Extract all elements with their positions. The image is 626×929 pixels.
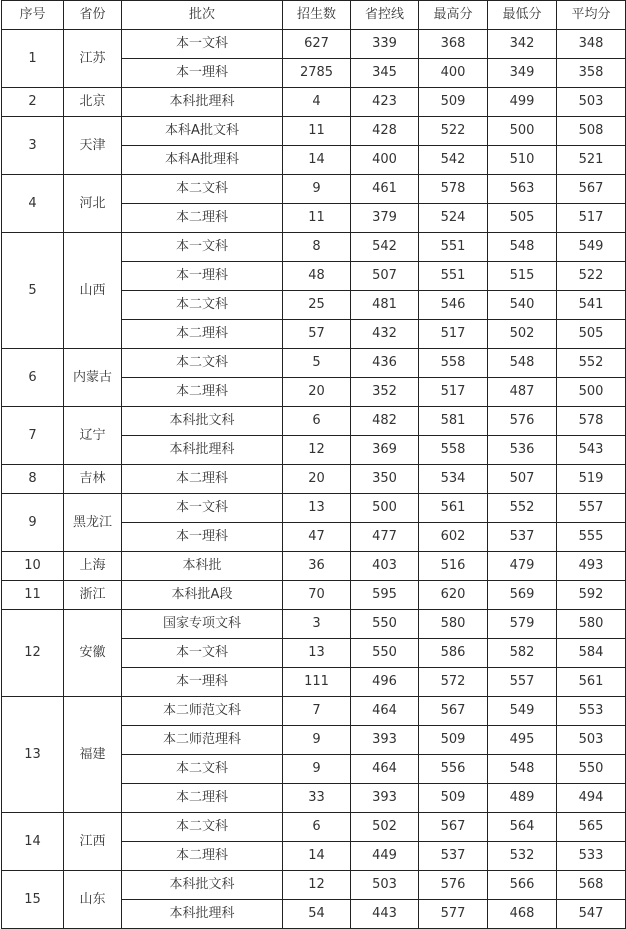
control-line-cell: 464 — [351, 697, 419, 726]
min-score-cell: 489 — [488, 784, 557, 813]
avg-score-cell: 508 — [557, 117, 626, 146]
batch-cell: 本二文科 — [122, 291, 283, 320]
batch-cell: 本二师范文科 — [122, 697, 283, 726]
min-score-cell: 500 — [488, 117, 557, 146]
control-line-cell: 481 — [351, 291, 419, 320]
max-score-cell: 368 — [419, 30, 488, 59]
avg-score-cell: 547 — [557, 900, 626, 929]
avg-score-cell: 521 — [557, 146, 626, 175]
avg-score-cell: 567 — [557, 175, 626, 204]
avg-score-cell: 565 — [557, 813, 626, 842]
enrollment-cell: 33 — [283, 784, 351, 813]
max-score-cell: 537 — [419, 842, 488, 871]
batch-cell: 本一理科 — [122, 59, 283, 88]
enrollment-cell: 9 — [283, 755, 351, 784]
table-row — [2, 552, 626, 581]
min-score-cell: 582 — [488, 639, 557, 668]
enrollment-cell: 48 — [283, 262, 351, 291]
min-score-cell: 510 — [488, 146, 557, 175]
avg-score-cell: 549 — [557, 233, 626, 262]
batch-cell: 本二理科 — [122, 320, 283, 349]
min-score-cell: 507 — [488, 465, 557, 494]
province-cell: 浙江 — [64, 581, 122, 610]
min-score-cell: 540 — [488, 291, 557, 320]
table-row — [2, 30, 626, 59]
control-line-cell: 400 — [351, 146, 419, 175]
control-line-cell: 350 — [351, 465, 419, 494]
max-score-cell: 534 — [419, 465, 488, 494]
batch-cell: 本二理科 — [122, 465, 283, 494]
max-score-cell: 517 — [419, 320, 488, 349]
avg-score-cell: 543 — [557, 436, 626, 465]
avg-score-cell: 517 — [557, 204, 626, 233]
enrollment-cell: 13 — [283, 639, 351, 668]
max-score-cell: 558 — [419, 349, 488, 378]
avg-score-cell: 568 — [557, 871, 626, 900]
admission-scores-table — [1, 0, 626, 929]
control-line-cell: 477 — [351, 523, 419, 552]
province-cell: 山西 — [64, 233, 122, 349]
enrollment-cell: 13 — [283, 494, 351, 523]
province-cell: 吉林 — [64, 465, 122, 494]
enrollment-cell: 11 — [283, 117, 351, 146]
max-score-cell: 524 — [419, 204, 488, 233]
control-line-cell: 428 — [351, 117, 419, 146]
min-score-cell: 479 — [488, 552, 557, 581]
min-score-cell: 548 — [488, 233, 557, 262]
enrollment-cell: 20 — [283, 378, 351, 407]
max-score-cell: 542 — [419, 146, 488, 175]
max-score-cell: 509 — [419, 726, 488, 755]
max-score-cell: 620 — [419, 581, 488, 610]
enrollment-cell: 25 — [283, 291, 351, 320]
batch-cell: 本一文科 — [122, 233, 283, 262]
table-row — [2, 88, 626, 117]
avg-score-cell: 584 — [557, 639, 626, 668]
province-cell: 天津 — [64, 117, 122, 175]
table-row — [2, 407, 626, 436]
control-line-cell: 403 — [351, 552, 419, 581]
enrollment-cell: 5 — [283, 349, 351, 378]
index-cell: 12 — [2, 610, 64, 697]
control-line-cell: 550 — [351, 610, 419, 639]
avg-score-cell: 494 — [557, 784, 626, 813]
max-score-cell: 546 — [419, 291, 488, 320]
enrollment-cell: 9 — [283, 726, 351, 755]
control-line-cell: 461 — [351, 175, 419, 204]
province-cell: 福建 — [64, 697, 122, 813]
min-score-cell: 548 — [488, 349, 557, 378]
table-row — [2, 117, 626, 146]
max-score-cell: 509 — [419, 784, 488, 813]
enrollment-cell: 12 — [283, 436, 351, 465]
enrollment-cell: 12 — [283, 871, 351, 900]
index-cell: 13 — [2, 697, 64, 813]
avg-score-cell: 522 — [557, 262, 626, 291]
enrollment-cell: 6 — [283, 813, 351, 842]
min-score-cell: 502 — [488, 320, 557, 349]
index-cell: 15 — [2, 871, 64, 929]
header-cell-min-score: 最低分 — [488, 1, 557, 30]
control-line-cell: 482 — [351, 407, 419, 436]
batch-cell: 本科批文科 — [122, 407, 283, 436]
enrollment-cell: 7 — [283, 697, 351, 726]
index-cell: 4 — [2, 175, 64, 233]
header-cell-control-line: 省控线 — [351, 1, 419, 30]
avg-score-cell: 553 — [557, 697, 626, 726]
max-score-cell: 517 — [419, 378, 488, 407]
min-score-cell: 349 — [488, 59, 557, 88]
table-row — [2, 610, 626, 639]
header-cell-avg-score: 平均分 — [557, 1, 626, 30]
max-score-cell: 581 — [419, 407, 488, 436]
index-cell: 11 — [2, 581, 64, 610]
index-cell: 2 — [2, 88, 64, 117]
batch-cell: 本科批 — [122, 552, 283, 581]
max-score-cell: 577 — [419, 900, 488, 929]
avg-score-cell: 348 — [557, 30, 626, 59]
batch-cell: 本科批理科 — [122, 436, 283, 465]
province-cell: 辽宁 — [64, 407, 122, 465]
min-score-cell: 487 — [488, 378, 557, 407]
province-cell: 江苏 — [64, 30, 122, 88]
control-line-cell: 345 — [351, 59, 419, 88]
min-score-cell: 505 — [488, 204, 557, 233]
max-score-cell: 602 — [419, 523, 488, 552]
header-cell-max-score: 最高分 — [419, 1, 488, 30]
enrollment-cell: 14 — [283, 146, 351, 175]
batch-cell: 本科批理科 — [122, 88, 283, 117]
index-cell: 10 — [2, 552, 64, 581]
control-line-cell: 436 — [351, 349, 419, 378]
avg-score-cell: 503 — [557, 726, 626, 755]
batch-cell: 本二师范理科 — [122, 726, 283, 755]
index-cell: 7 — [2, 407, 64, 465]
province-cell: 上海 — [64, 552, 122, 581]
control-line-cell: 500 — [351, 494, 419, 523]
avg-score-cell: 503 — [557, 88, 626, 117]
avg-score-cell: 561 — [557, 668, 626, 697]
avg-score-cell: 552 — [557, 349, 626, 378]
min-score-cell: 499 — [488, 88, 557, 117]
batch-cell: 本科批文科 — [122, 871, 283, 900]
max-score-cell: 558 — [419, 436, 488, 465]
control-line-cell: 393 — [351, 784, 419, 813]
avg-score-cell: 493 — [557, 552, 626, 581]
header-cell-batch: 批次 — [122, 1, 283, 30]
index-cell: 8 — [2, 465, 64, 494]
header-cell-index: 序号 — [2, 1, 64, 30]
batch-cell: 本二理科 — [122, 204, 283, 233]
max-score-cell: 556 — [419, 755, 488, 784]
control-line-cell: 496 — [351, 668, 419, 697]
batch-cell: 本科批A段 — [122, 581, 283, 610]
province-cell: 安徽 — [64, 610, 122, 697]
enrollment-cell: 9 — [283, 175, 351, 204]
max-score-cell: 576 — [419, 871, 488, 900]
header-cell-enrollment: 招生数 — [283, 1, 351, 30]
enrollment-cell: 3 — [283, 610, 351, 639]
batch-cell: 国家专项文科 — [122, 610, 283, 639]
table-row — [2, 813, 626, 842]
index-cell: 14 — [2, 813, 64, 871]
min-score-cell: 563 — [488, 175, 557, 204]
avg-score-cell: 541 — [557, 291, 626, 320]
batch-cell: 本二文科 — [122, 175, 283, 204]
min-score-cell: 579 — [488, 610, 557, 639]
enrollment-cell: 14 — [283, 842, 351, 871]
avg-score-cell: 519 — [557, 465, 626, 494]
min-score-cell: 537 — [488, 523, 557, 552]
control-line-cell: 379 — [351, 204, 419, 233]
avg-score-cell: 592 — [557, 581, 626, 610]
batch-cell: 本科A批文科 — [122, 117, 283, 146]
min-score-cell: 576 — [488, 407, 557, 436]
enrollment-cell: 20 — [283, 465, 351, 494]
table-row — [2, 349, 626, 378]
batch-cell: 本二理科 — [122, 842, 283, 871]
province-cell: 山东 — [64, 871, 122, 929]
max-score-cell: 561 — [419, 494, 488, 523]
table-body — [2, 30, 626, 929]
province-cell: 河北 — [64, 175, 122, 233]
control-line-cell: 432 — [351, 320, 419, 349]
control-line-cell: 507 — [351, 262, 419, 291]
province-cell: 黑龙江 — [64, 494, 122, 552]
enrollment-cell: 11 — [283, 204, 351, 233]
control-line-cell: 443 — [351, 900, 419, 929]
min-score-cell: 548 — [488, 755, 557, 784]
batch-cell: 本一理科 — [122, 262, 283, 291]
min-score-cell: 552 — [488, 494, 557, 523]
table-row — [2, 697, 626, 726]
table-row — [2, 494, 626, 523]
avg-score-cell: 533 — [557, 842, 626, 871]
batch-cell: 本科A批理科 — [122, 146, 283, 175]
control-line-cell: 503 — [351, 871, 419, 900]
max-score-cell: 580 — [419, 610, 488, 639]
max-score-cell: 572 — [419, 668, 488, 697]
table-row — [2, 581, 626, 610]
control-line-cell: 502 — [351, 813, 419, 842]
province-cell: 内蒙古 — [64, 349, 122, 407]
max-score-cell: 567 — [419, 697, 488, 726]
table-row — [2, 871, 626, 900]
batch-cell: 本科批理科 — [122, 900, 283, 929]
max-score-cell: 578 — [419, 175, 488, 204]
control-line-cell: 595 — [351, 581, 419, 610]
max-score-cell: 586 — [419, 639, 488, 668]
enrollment-cell: 111 — [283, 668, 351, 697]
max-score-cell: 400 — [419, 59, 488, 88]
avg-score-cell: 578 — [557, 407, 626, 436]
min-score-cell: 515 — [488, 262, 557, 291]
max-score-cell: 516 — [419, 552, 488, 581]
max-score-cell: 522 — [419, 117, 488, 146]
enrollment-cell: 57 — [283, 320, 351, 349]
control-line-cell: 464 — [351, 755, 419, 784]
min-score-cell: 342 — [488, 30, 557, 59]
control-line-cell: 352 — [351, 378, 419, 407]
control-line-cell: 550 — [351, 639, 419, 668]
max-score-cell: 567 — [419, 813, 488, 842]
avg-score-cell: 555 — [557, 523, 626, 552]
batch-cell: 本一文科 — [122, 30, 283, 59]
avg-score-cell: 358 — [557, 59, 626, 88]
batch-cell: 本二理科 — [122, 378, 283, 407]
min-score-cell: 468 — [488, 900, 557, 929]
batch-cell: 本一理科 — [122, 523, 283, 552]
enrollment-cell: 6 — [283, 407, 351, 436]
avg-score-cell: 505 — [557, 320, 626, 349]
table-row — [2, 465, 626, 494]
min-score-cell: 532 — [488, 842, 557, 871]
control-line-cell: 423 — [351, 88, 419, 117]
control-line-cell: 449 — [351, 842, 419, 871]
min-score-cell: 569 — [488, 581, 557, 610]
batch-cell: 本二文科 — [122, 755, 283, 784]
enrollment-cell: 8 — [283, 233, 351, 262]
enrollment-cell: 54 — [283, 900, 351, 929]
control-line-cell: 339 — [351, 30, 419, 59]
province-cell: 江西 — [64, 813, 122, 871]
max-score-cell: 509 — [419, 88, 488, 117]
header-row — [2, 1, 626, 30]
avg-score-cell: 500 — [557, 378, 626, 407]
batch-cell: 本二文科 — [122, 813, 283, 842]
enrollment-cell: 70 — [283, 581, 351, 610]
control-line-cell: 393 — [351, 726, 419, 755]
index-cell: 6 — [2, 349, 64, 407]
enrollment-cell: 36 — [283, 552, 351, 581]
control-line-cell: 542 — [351, 233, 419, 262]
avg-score-cell: 550 — [557, 755, 626, 784]
enrollment-cell: 47 — [283, 523, 351, 552]
table-row — [2, 233, 626, 262]
index-cell: 5 — [2, 233, 64, 349]
max-score-cell: 551 — [419, 262, 488, 291]
min-score-cell: 566 — [488, 871, 557, 900]
batch-cell: 本一文科 — [122, 639, 283, 668]
avg-score-cell: 557 — [557, 494, 626, 523]
province-cell: 北京 — [64, 88, 122, 117]
min-score-cell: 536 — [488, 436, 557, 465]
enrollment-cell: 627 — [283, 30, 351, 59]
batch-cell: 本一文科 — [122, 494, 283, 523]
batch-cell: 本一理科 — [122, 668, 283, 697]
batch-cell: 本二理科 — [122, 784, 283, 813]
batch-cell: 本二文科 — [122, 349, 283, 378]
min-score-cell: 557 — [488, 668, 557, 697]
header-cell-province: 省份 — [64, 1, 122, 30]
max-score-cell: 551 — [419, 233, 488, 262]
table-row — [2, 175, 626, 204]
enrollment-cell: 4 — [283, 88, 351, 117]
avg-score-cell: 580 — [557, 610, 626, 639]
index-cell: 9 — [2, 494, 64, 552]
index-cell: 1 — [2, 30, 64, 88]
control-line-cell: 369 — [351, 436, 419, 465]
index-cell: 3 — [2, 117, 64, 175]
min-score-cell: 564 — [488, 813, 557, 842]
enrollment-cell: 2785 — [283, 59, 351, 88]
min-score-cell: 495 — [488, 726, 557, 755]
min-score-cell: 549 — [488, 697, 557, 726]
